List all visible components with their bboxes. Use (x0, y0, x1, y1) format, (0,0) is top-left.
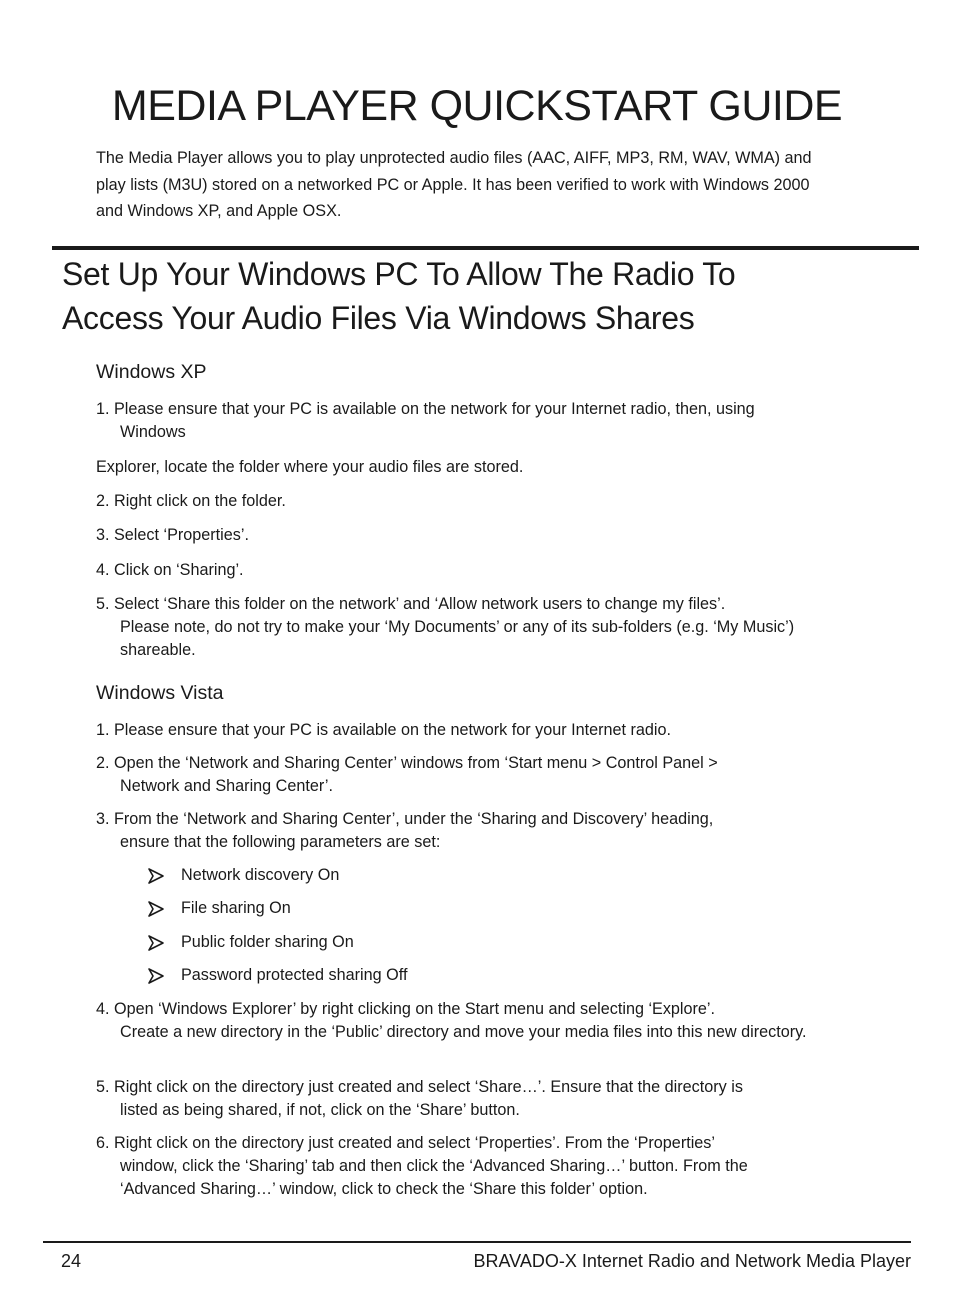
xp-step-1b (96, 456, 836, 479)
vista-step-3-cont: ensure that the following parameters are set: (120, 833, 441, 851)
vista-step-1-text: 1. Please ensure that your PC is available on the network for your Internet radio. (96, 721, 671, 739)
xp-step-3-text: 3. Select ‘Properties’. (96, 526, 249, 544)
windows-xp-heading: Windows XP (96, 361, 207, 383)
arrow-bullet-icon (147, 900, 165, 918)
xp-step-3 (96, 524, 836, 547)
parameter-label: File sharing On (181, 899, 291, 917)
xp-step-2-text: 2. Right click on the folder. (96, 492, 286, 510)
xp-step-2 (96, 490, 836, 513)
page-number: 24 (61, 1251, 82, 1271)
vista-step-2 (96, 752, 836, 798)
vista-step-6-cont: window, click the ‘Sharing’ tab and then click the ‘Advanced Sharing…’ button. From the ‘Advanced Sharing…’ window, click to check the ‘Share this folder’ option. (120, 1157, 748, 1198)
xp-step-1b-text: Explorer, locate the folder where your audio files are stored. (96, 458, 524, 476)
parameter-label: Public folder sharing On (181, 933, 354, 951)
windows-vista-heading: Windows Vista (96, 682, 224, 704)
vista-step-3-text: 3. From the ‘Network and Sharing Center’, under the ‘Sharing and Discovery’ heading, (96, 810, 714, 828)
parameter-label: Password protected sharing Off (181, 966, 408, 984)
section-heading (62, 252, 882, 340)
footer-divider (43, 1241, 911, 1243)
vista-step-6-text: 6. Right click on the directory just created and select ‘Properties’. From the ‘Properties’ (96, 1134, 715, 1152)
intro-paragraph: The Media Player allows you to play unprotected audio files (AAC, AIFF, MP3, RM, WAV, WMA) and play lists (M3U) stored on a networked PC or Apple. It has been verified to work with Windows 2000 and Windows XP, and Apple OSX. (96, 149, 812, 220)
section-divider (52, 246, 919, 250)
vista-step-4-text: 4. Open ‘Windows Explorer’ by right clicking on the Start menu and selecting ‘Explore’. (96, 1000, 716, 1018)
parameter-item (147, 897, 291, 920)
page-title: MEDIA PLAYER QUICKSTART GUIDE (111, 82, 843, 130)
xp-step-4 (96, 559, 836, 582)
arrow-bullet-icon (147, 934, 165, 952)
vista-step-3 (96, 808, 836, 854)
xp-step-1 (96, 398, 836, 444)
vista-step-2-text: 2. Open the ‘Network and Sharing Center’ windows from ‘Start menu > Control Panel > (96, 754, 718, 772)
parameter-item (147, 864, 339, 887)
vista-step-4 (96, 998, 816, 1044)
parameter-label: Network discovery On (181, 866, 340, 884)
xp-step-1-text: 1. Please ensure that your PC is available on the network for your Internet radio, then, using (96, 400, 755, 418)
vista-step-2-cont: Network and Sharing Center’. (120, 777, 333, 795)
xp-step-5-cont: Please note, do not try to make your ‘My Documents’ or any of its sub-folders (e.g. ‘My Music’) shareable. (120, 618, 795, 659)
vista-step-6 (96, 1132, 816, 1201)
parameter-item (147, 931, 354, 954)
vista-step-1 (96, 719, 836, 742)
xp-step-5-text: 5. Select ‘Share this folder on the network’ and ‘Allow network users to change my files’. (96, 595, 726, 613)
section-heading-line-2: Access Your Audio Files Via Windows Shares (62, 300, 695, 336)
xp-step-5 (96, 593, 816, 662)
xp-step-1-cont: Windows (120, 423, 186, 441)
vista-step-5 (96, 1076, 816, 1122)
arrow-bullet-icon (147, 867, 165, 885)
footer-product-title: BRAVADO-X Internet Radio and Network Media Player (473, 1251, 911, 1271)
vista-step-5-text: 5. Right click on the directory just created and select ‘Share…’. Ensure that the directory is (96, 1078, 743, 1096)
section-heading-line-1: Set Up Your Windows PC To Allow The Radio To (62, 256, 736, 292)
xp-step-4-text: 4. Click on ‘Sharing’. (96, 561, 244, 579)
vista-step-5-cont: listed as being shared, if not, click on the ‘Share’ button. (120, 1101, 520, 1119)
arrow-bullet-icon (147, 967, 165, 985)
parameter-item (147, 964, 407, 987)
vista-step-4-cont: Create a new directory in the ‘Public’ directory and move your media files into this new directory. (120, 1023, 807, 1041)
